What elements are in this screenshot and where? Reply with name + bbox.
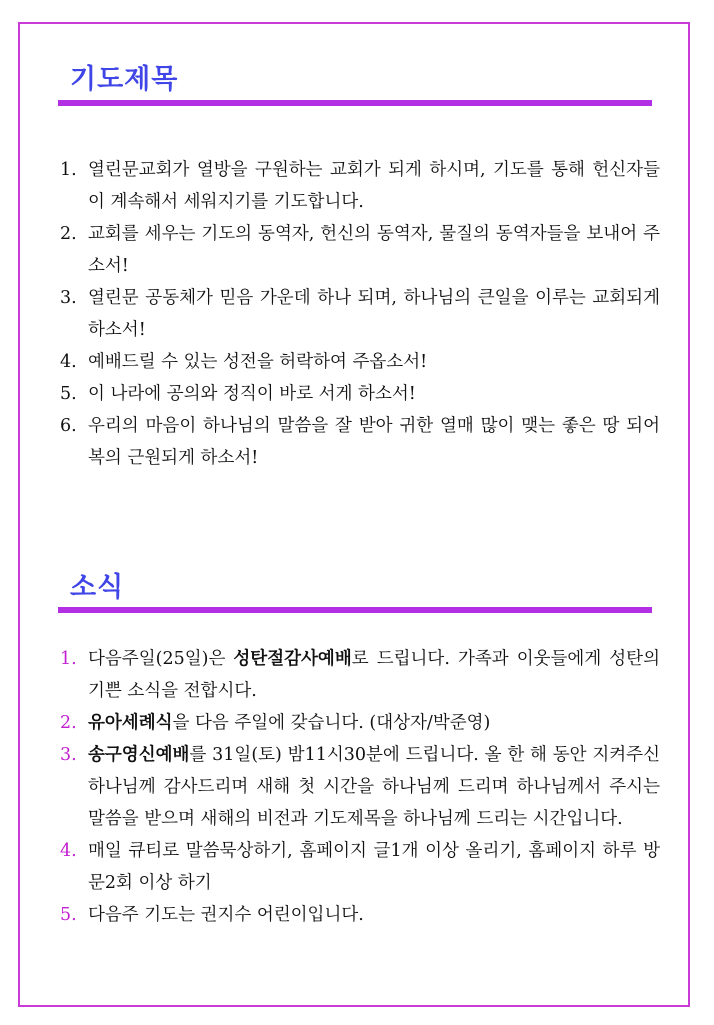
news-item [60, 835, 660, 899]
prayer-item [60, 410, 660, 474]
news-item-highlight: 성탄절감사예배 [233, 649, 352, 669]
news-item-number: 5. [60, 905, 77, 925]
prayer-title-rule [58, 100, 652, 106]
news-list [60, 643, 660, 931]
prayer-item [60, 282, 660, 346]
prayer-item [60, 346, 660, 378]
prayer-item-text: 우리의 마음이 하나님의 말씀을 잘 받아 귀한 열매 많이 맺는 좋은 땅 되어 복의 근원되게 하소서! [88, 416, 660, 468]
prayer-item-number: 2. [60, 224, 77, 244]
prayer-item [60, 154, 660, 218]
news-title-rule [58, 607, 652, 613]
news-section-title: 소식 [70, 572, 125, 603]
news-item-text: 유아세례식을 다음 주일에 갖습니다. (대상자/박준영) [88, 713, 491, 733]
news-item-number: 4. [60, 841, 77, 861]
prayer-item-number: 3. [60, 288, 77, 308]
news-item [60, 899, 660, 931]
news-item [60, 739, 660, 835]
prayer-list [60, 154, 660, 474]
news-item-text: 매일 큐티로 말씀묵상하기, 홈페이지 글1개 이상 올리기, 홈페이지 하루 방문2회 이상 하기 [88, 841, 660, 893]
news-item-number: 1. [60, 649, 77, 669]
news-item-number: 2. [60, 713, 77, 733]
prayer-item-text: 열린문 공동체가 믿음 가운데 하나 되며, 하나님의 큰일을 이루는 교회되게 하소서! [88, 288, 660, 340]
prayer-item-number: 5. [60, 384, 77, 404]
prayer-section-title: 기도제목 [70, 64, 179, 95]
prayer-item [60, 218, 660, 282]
news-item-text: 송구영신예배를 31일(토) 밤11시30분에 드립니다. 올 한 해 동안 지켜주신 하나님께 감사드리며 새해 첫 시간을 하나님께 드리며 하나님께서 주시는 말씀을 받으며 새해의 비전과 기도제목을 하나님께 드리는 시간입니다. [88, 745, 660, 829]
news-item-highlight: 송구영신예배 [88, 745, 190, 765]
news-item [60, 643, 660, 707]
news-item-text: 다음주 기도는 권지수 어린이입니다. [88, 905, 364, 925]
prayer-item-number: 6. [60, 416, 77, 436]
prayer-item-text: 예배드릴 수 있는 성전을 허락하여 주옵소서! [88, 352, 428, 372]
news-item-highlight: 유아세례식 [88, 713, 173, 733]
news-item [60, 707, 660, 739]
prayer-item-number: 1. [60, 160, 77, 180]
prayer-item-number: 4. [60, 352, 77, 372]
news-item-number: 3. [60, 745, 77, 765]
prayer-item-text: 교회를 세우는 기도의 동역자, 헌신의 동역자, 물질의 동역자들을 보내어 주소서! [88, 224, 660, 276]
news-item-text: 다음주일(25일)은 성탄절감사예배로 드립니다. 가족과 이웃들에게 성탄의 기쁜 소식을 전합시다. [88, 649, 660, 701]
prayer-item-text: 이 나라에 공의와 정직이 바로 서게 하소서! [88, 384, 416, 404]
prayer-item [60, 378, 660, 410]
prayer-item-text: 열린문교회가 열방을 구원하는 교회가 되게 하시며, 기도를 통해 헌신자들이 계속해서 세워지기를 기도합니다. [88, 160, 660, 212]
